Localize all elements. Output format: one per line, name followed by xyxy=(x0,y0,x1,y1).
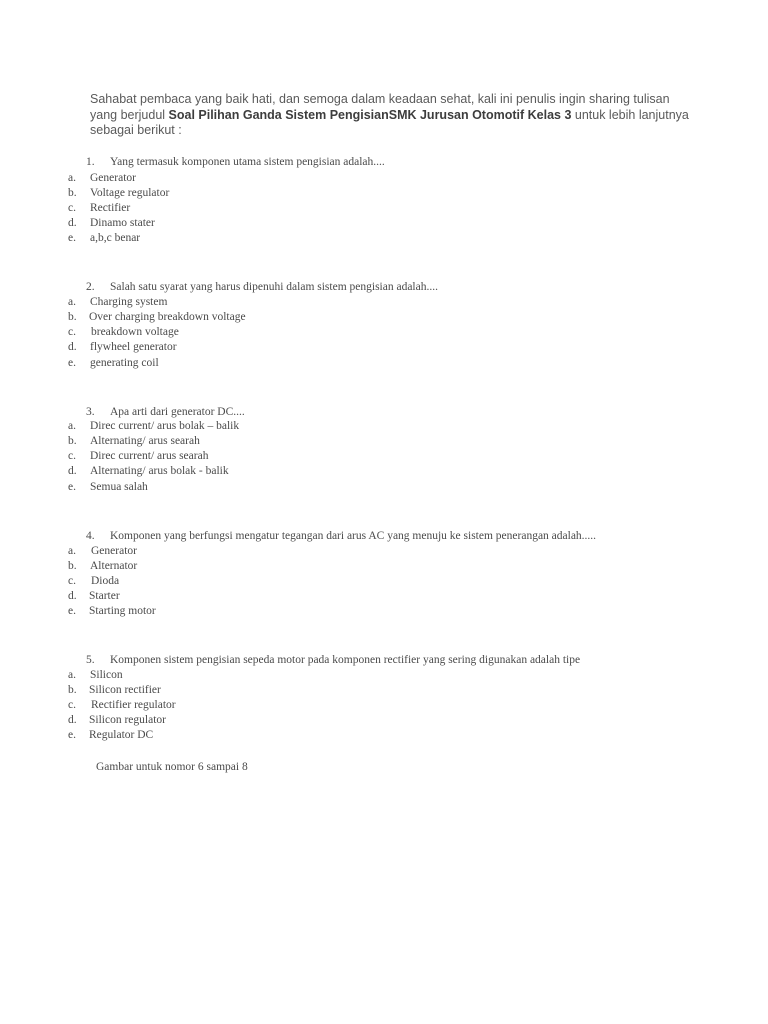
option-text: generating coil xyxy=(90,357,159,369)
option-letter: a. xyxy=(68,420,76,432)
option-text: Voltage regulator xyxy=(90,187,170,199)
option-letter: c. xyxy=(68,326,76,338)
option-letter: c. xyxy=(68,202,76,214)
option-letter: e. xyxy=(68,357,76,369)
question-5 xyxy=(86,653,580,667)
option-letter: b. xyxy=(68,187,77,199)
question-text: Komponen sistem pengisian sepeda motor pada komponen rectifier yang sering digunakan adalah tipe xyxy=(110,654,581,666)
option-text: Direc current/ arus searah xyxy=(90,450,209,462)
option-text: Starter xyxy=(89,590,120,602)
option-text: Generator xyxy=(90,172,136,184)
intro-text-before: Sahabat pembaca yang baik hati, dan semoga dalam keadaan sehat, kali ini penulis ingin sharing tulisan yang berjudul xyxy=(90,92,670,122)
option-letter: d. xyxy=(68,465,77,477)
option-text: Charging system xyxy=(90,296,168,308)
option-text: Alternating/ arus searah xyxy=(90,435,200,447)
option-letter: d. xyxy=(68,714,77,726)
option-letter: c. xyxy=(68,575,76,587)
option-letter: b. xyxy=(68,435,77,447)
option-letter: d. xyxy=(68,341,77,353)
option-letter: b. xyxy=(68,684,77,696)
option-letter: e. xyxy=(68,481,76,493)
option-text: Silicon rectifier xyxy=(89,684,161,696)
option-text: flywheel generator xyxy=(90,341,177,353)
question-text: Yang termasuk komponen utama sistem pengisian adalah.... xyxy=(110,156,385,168)
intro-text-after: untuk lebih lanjutnya sebagai berikut : xyxy=(90,107,689,137)
option-text: Dinamo stater xyxy=(90,217,155,229)
option-letter: c. xyxy=(68,699,76,711)
option-text: Alternator xyxy=(90,560,138,572)
question-3 xyxy=(86,405,245,419)
option-text: Generator xyxy=(91,545,137,557)
option-text: Starting motor xyxy=(89,605,156,617)
option-text: Rectifier xyxy=(90,202,131,214)
option-letter: a. xyxy=(68,545,76,557)
option-letter: e. xyxy=(68,729,76,741)
option-text: Rectifier regulator xyxy=(91,699,176,711)
option-text: Semua salah xyxy=(90,481,148,493)
question-number: 2. xyxy=(86,281,95,293)
option-letter: c. xyxy=(68,450,76,462)
option-text: breakdown voltage xyxy=(91,326,179,338)
option-letter: a. xyxy=(68,172,76,184)
question-4 xyxy=(86,529,596,543)
option-letter: a. xyxy=(68,669,76,681)
option-text: Alternating/ arus bolak - balik xyxy=(90,465,229,477)
option-letter: e. xyxy=(68,232,76,244)
question-number: 4. xyxy=(86,530,95,542)
option-text: Silicon xyxy=(90,669,123,681)
intro-paragraph xyxy=(90,92,690,139)
option-text: Direc current/ arus bolak – balik xyxy=(90,420,240,432)
figure-caption: Gambar untuk nomor 6 sampai 8 xyxy=(96,761,248,773)
option-letter: a. xyxy=(68,296,76,308)
option-text: Regulator DC xyxy=(89,729,154,741)
question-text: Apa arti dari generator DC.... xyxy=(110,406,245,418)
question-text: Komponen yang berfungsi mengatur tegangan dari arus AC yang menuju ke sistem penerangan adalah..... xyxy=(110,530,597,542)
option-letter: e. xyxy=(68,605,76,617)
option-letter: b. xyxy=(68,560,77,572)
option-text: Dioda xyxy=(91,575,120,587)
option-letter: d. xyxy=(68,590,77,602)
option-text: Over charging breakdown voltage xyxy=(89,311,246,323)
intro-title-bold: Soal Pilihan Ganda Sistem PengisianSMK Jurusan Otomotif Kelas 3 xyxy=(168,107,572,122)
question-number: 1. xyxy=(86,156,95,168)
question-text: Salah satu syarat yang harus dipenuhi dalam sistem pengisian adalah.... xyxy=(110,281,438,293)
option-letter: d. xyxy=(68,217,77,229)
question-number: 5. xyxy=(86,654,95,666)
question-2 xyxy=(86,280,438,294)
question-1 xyxy=(86,155,385,169)
question-number: 3. xyxy=(86,406,95,418)
option-text: a,b,c benar xyxy=(90,232,141,244)
option-text: Silicon regulator xyxy=(89,714,166,726)
option-letter: b. xyxy=(68,311,77,323)
